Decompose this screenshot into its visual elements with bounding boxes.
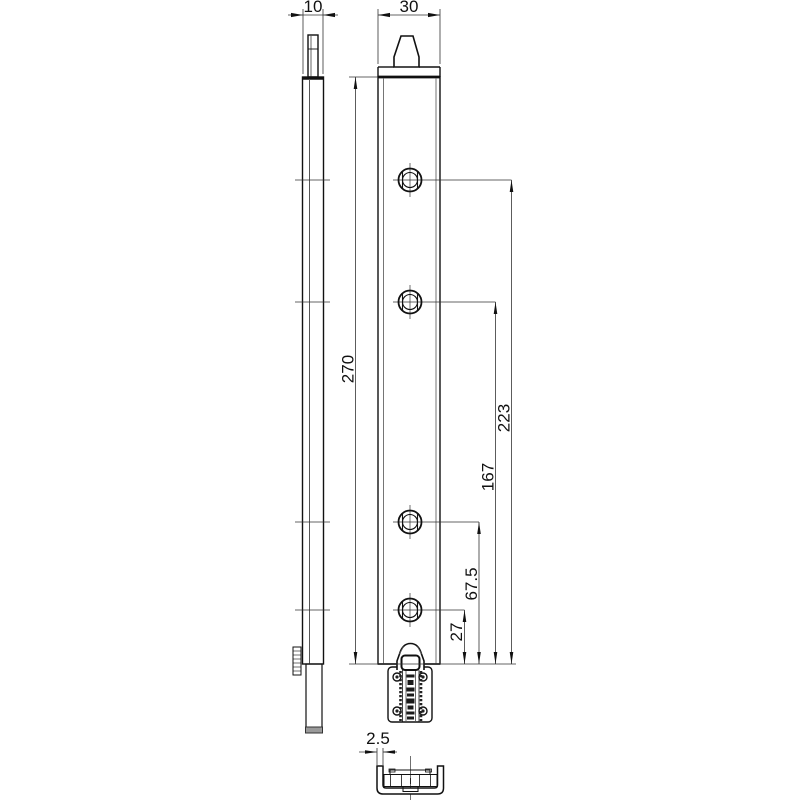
front-view xyxy=(378,36,440,722)
front-view-bottom-bracket xyxy=(388,644,432,723)
side-view-center-ticks xyxy=(295,180,330,610)
side-view xyxy=(293,35,330,733)
bottom-view xyxy=(377,756,444,800)
dim-label-total-height: 270 xyxy=(338,354,358,384)
rivet-hole-2 xyxy=(393,285,427,319)
side-view-top-tab xyxy=(308,35,318,77)
rivet-hole-1 xyxy=(393,163,427,197)
dim-label-wall-thickness: 2.5 xyxy=(366,729,390,748)
rivet-hole-3 xyxy=(393,505,427,539)
front-view-body xyxy=(378,77,440,664)
dim-label-167: 167 xyxy=(478,462,498,492)
dimension-2-5 xyxy=(359,729,397,765)
bracket-cam-head xyxy=(397,644,424,671)
front-view-holes xyxy=(393,163,427,627)
side-view-latch-detail xyxy=(293,647,301,675)
dim-label-27: 27 xyxy=(447,622,466,642)
side-view-bottom-strip xyxy=(306,664,323,733)
dimension-67-5 xyxy=(427,522,481,664)
dim-label-223: 223 xyxy=(494,403,514,433)
dimension-27 xyxy=(427,610,466,664)
dimension-10 xyxy=(288,0,338,74)
dim-label-front-width: 30 xyxy=(399,0,419,16)
dim-label-side-width: 10 xyxy=(303,0,323,16)
rivet-hole-4 xyxy=(393,593,427,627)
front-view-top-flange xyxy=(378,67,440,77)
side-view-body xyxy=(303,77,324,664)
front-view-hook xyxy=(394,36,419,67)
dim-label-67-5: 67.5 xyxy=(462,567,481,601)
dimension-270 xyxy=(339,77,379,664)
